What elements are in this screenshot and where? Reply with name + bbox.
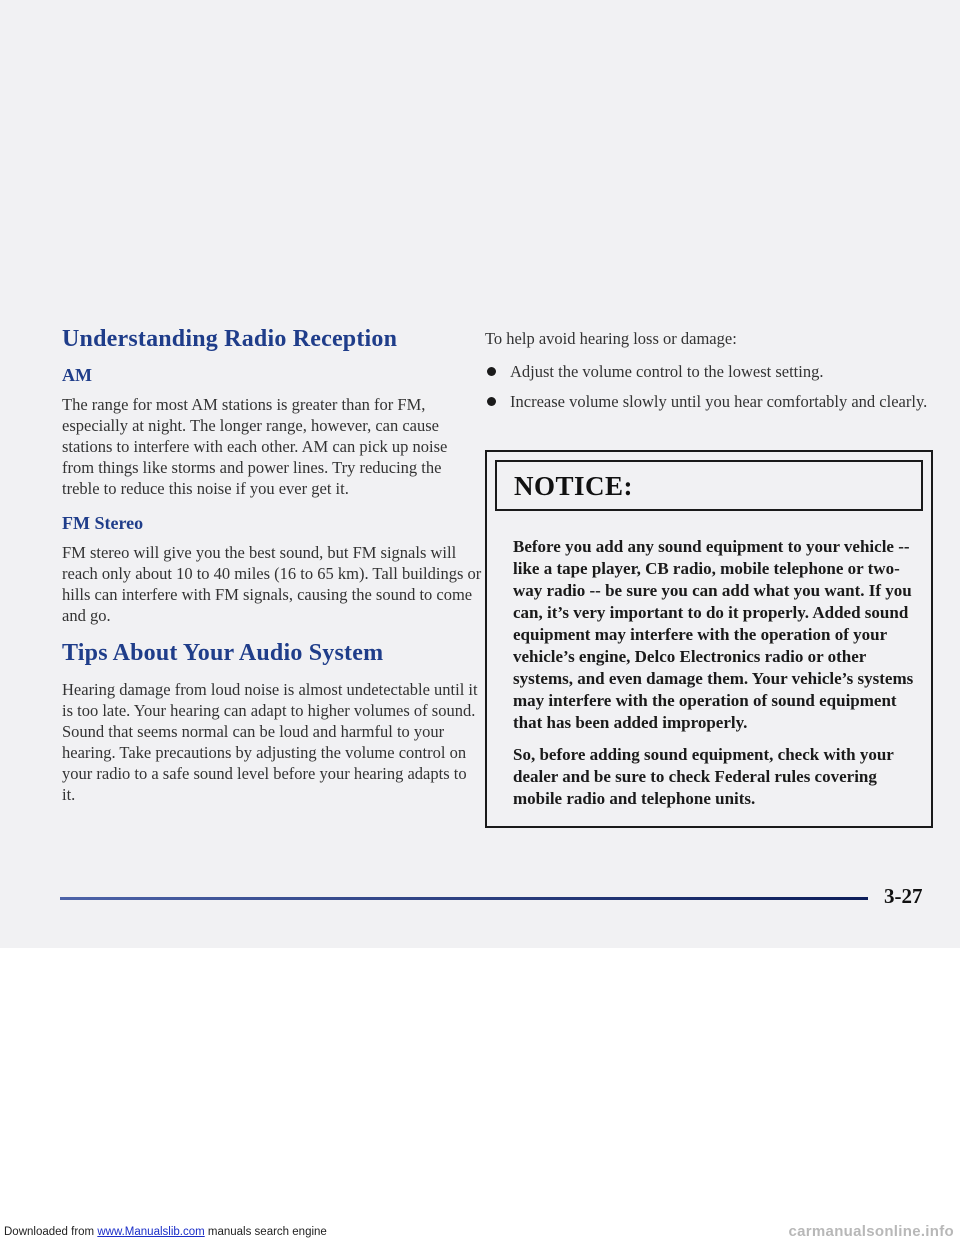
notice-body — [513, 536, 918, 820]
subheading-am: AM — [62, 365, 92, 385]
section-heading-radio-reception: Understanding Radio Reception — [62, 326, 398, 352]
hearing-intro: To help avoid hearing loss or damage: — [485, 329, 737, 348]
notice-box — [485, 450, 933, 828]
page-number: 3-27 — [884, 884, 923, 908]
fm-paragraph: FM stereo will give you the best sound, but FM signals will reach only about 10 to 40 miles (16 to 65 km). Tall buildings or hills can interfere with FM signals, causing the sound to come and go. — [62, 543, 482, 625]
notice-header — [495, 460, 923, 511]
notice-title: NOTICE: — [514, 471, 634, 501]
bullet-text: Increase volume slowly until you hear comfortably and clearly. — [510, 392, 928, 411]
footer-suffix: manuals search engine — [204, 1226, 327, 1238]
footer-rule — [60, 897, 868, 900]
bullet-item — [485, 391, 935, 412]
left-column — [62, 326, 482, 819]
right-column — [485, 328, 935, 421]
hearing-bullet-list — [485, 361, 935, 412]
manualslib-link[interactable]: www.Manualslib.com — [97, 1226, 205, 1238]
site-watermark: carmanualsonline.info — [788, 1223, 954, 1240]
bullet-text: Adjust the volume control to the lowest setting. — [510, 362, 824, 381]
tips-paragraph: Hearing damage from loud noise is almost undetectable until it is too late. Your hearing can adapt to higher volumes of sound. Sound that seems normal can be loud and harmful to your hearing. Take precautions by adjusting the volume control on your radio to a safe sound level before your hearing adapts to it. — [62, 680, 478, 804]
bullet-icon — [487, 367, 496, 376]
subheading-fm-stereo: FM Stereo — [62, 513, 144, 533]
footer-prefix: Downloaded from — [4, 1226, 98, 1238]
notice-paragraph: Before you add any sound equipment to your vehicle -- like a tape player, CB radio, mobile telephone or two-way radio -- be sure you can add what you want. If you can, it’s very important to do it properly. Added sound equipment may interfere with the operation of your vehicle’s engine, Delco Electronics radio or other systems, and even damage them. Your vehicle’s systems may interfere with the operation of sound equipment that has been added improperly. — [513, 537, 914, 732]
bullet-item — [485, 361, 935, 382]
section-heading-audio-tips: Tips About Your Audio System — [62, 640, 384, 666]
download-footer — [4, 1226, 327, 1238]
bullet-icon — [487, 397, 496, 406]
notice-paragraph: So, before adding sound equipment, check with your dealer and be sure to check Federal rules covering mobile radio and telephone units. — [513, 745, 894, 808]
am-paragraph: The range for most AM stations is greater than for FM, especially at night. The longer range, however, can cause stations to interfere with each other. AM can pick up noise from things like storms and power lines. Try reducing the treble to reduce this noise if you ever get it. — [62, 395, 448, 498]
